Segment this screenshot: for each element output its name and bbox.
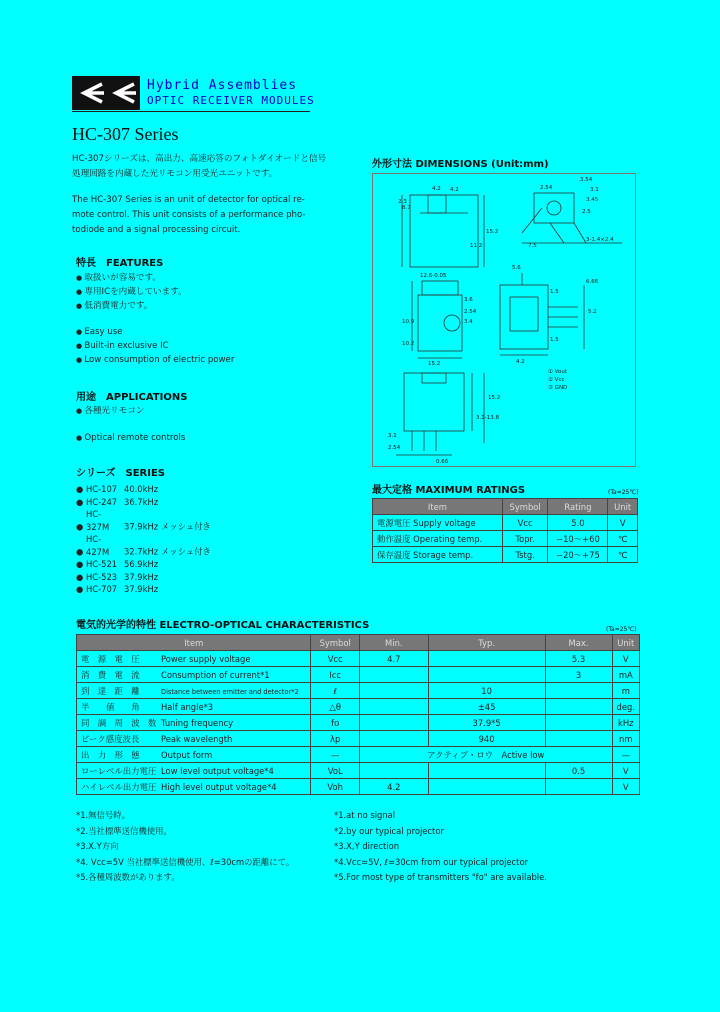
dim-label: 10.2 bbox=[402, 341, 415, 347]
page-title: HC-307 Series bbox=[72, 124, 179, 144]
header-rule bbox=[72, 111, 310, 112]
notes-jp bbox=[76, 808, 338, 886]
dim-label: 7.5 bbox=[528, 243, 537, 249]
table-header: Unit bbox=[612, 635, 639, 651]
intro-jp-line: 処理回路を内蔵した光リモコン用受光ユニットです。 bbox=[72, 169, 278, 179]
table-row: ピーク感度波長 Peak wavelength λp 940 nm bbox=[77, 731, 640, 747]
dim-label: 12.6-0.05 bbox=[420, 273, 447, 279]
table-row: 動作温度 Operating temp. Topr. −10〜+60 ℃ bbox=[373, 531, 638, 547]
eo-cond: (Ta=25℃) bbox=[606, 626, 637, 633]
note-line: *3.X.Y方向 bbox=[76, 841, 119, 851]
table-header: Symbol bbox=[311, 635, 359, 651]
dim-label: 2.54 bbox=[388, 445, 401, 451]
table-row: ローレベル出力電圧 Low level output voltage*4 VoL 0.5 V bbox=[77, 763, 640, 779]
series-row: ● HC-427M 32.7kHz メッシュ付き bbox=[76, 534, 211, 557]
intro-en-line: mote control. This unit consists of a performance pho- bbox=[72, 210, 306, 220]
dim-label: 11.2 bbox=[470, 243, 483, 249]
features-title: 特長 FEATURES bbox=[76, 258, 164, 269]
intro-en-line: The HC-307 Series is an unit of detector for optical re- bbox=[72, 195, 305, 205]
note-line: *4.Vcc=5V, ℓ=30cm from our typical projector bbox=[334, 856, 529, 867]
note-line: *5.各種周波数があります。 bbox=[76, 872, 180, 882]
dim-label: 2.54 bbox=[464, 309, 477, 315]
intro-jp bbox=[72, 152, 362, 182]
table-header: Symbol bbox=[502, 499, 548, 515]
list-item: ● Easy use bbox=[76, 325, 234, 339]
dim-label: 1.5 bbox=[550, 289, 559, 295]
pin-label: ① Vout bbox=[548, 369, 568, 375]
company-logo bbox=[72, 76, 140, 110]
table-header-row bbox=[373, 499, 638, 515]
features-en-list bbox=[76, 325, 234, 367]
dim-label: 3.54 bbox=[580, 177, 593, 183]
dim-label: 15.2 bbox=[428, 361, 441, 367]
table-header-row bbox=[77, 635, 640, 651]
dim-label: 3.1-13.8 bbox=[476, 415, 499, 421]
max-ratings-table bbox=[372, 498, 638, 563]
series-row: ● HC-523 37.9kHz bbox=[76, 571, 159, 582]
series-row: ● HC-107 40.0kHz bbox=[76, 484, 159, 494]
note-line: *2.当社標準送信機使用。 bbox=[76, 825, 172, 836]
table-row: 同 調 周 波 数 Tuning frequency fo 37.9*5 kHz bbox=[77, 715, 640, 731]
dim-label: 8.7 bbox=[402, 205, 411, 211]
dim-label: 2.5 bbox=[582, 209, 591, 215]
applications-en bbox=[76, 431, 185, 445]
eo-title: 電気的光学的特性 ELECTRO-OPTICAL CHARACTERISTICS bbox=[76, 620, 370, 631]
intro-en bbox=[72, 193, 364, 238]
dim-label: 0.66 bbox=[436, 459, 449, 465]
series-row: ● HC-327M 37.9kHz メッシュ付き bbox=[76, 509, 211, 532]
dim-label: 4.2 bbox=[432, 186, 441, 192]
series-list bbox=[76, 483, 211, 596]
dim-label: 15.2 bbox=[488, 395, 501, 401]
table-row: 半 値 角 Half angle*3 △θ ±45 deg. bbox=[77, 699, 640, 715]
table-header: Max. bbox=[545, 635, 612, 651]
table-row: 保存温度 Storage temp. Tstg. −20〜+75 ℃ bbox=[373, 547, 638, 563]
table-row: 出 力 形 態 Output form — アクティブ・ロウ Active low — bbox=[77, 747, 640, 763]
dim-label: 6.66 bbox=[586, 279, 599, 285]
list-item: ● 低消費電力です。 bbox=[76, 299, 187, 313]
note-line: *1.at no signal bbox=[334, 810, 396, 820]
eo-table bbox=[76, 634, 640, 795]
dim-label: 3.1 bbox=[388, 433, 397, 439]
list-item: ● 各種光リモコン bbox=[76, 404, 145, 418]
dimensions-title: 外形寸法 DIMENSIONS (Unit:mm) bbox=[372, 159, 549, 170]
list-item: ● 取扱いが容易です。 bbox=[76, 271, 187, 285]
table-header: Min. bbox=[359, 635, 428, 651]
series-row: ● HC-521 56.9kHz bbox=[76, 559, 159, 569]
dim-label: 5.6 bbox=[512, 265, 521, 271]
notes-en bbox=[334, 808, 634, 886]
pin-label: ② Vcc bbox=[548, 377, 565, 383]
series-row: ● HC-707 37.9kHz bbox=[76, 584, 159, 594]
pin-label: ③ GND bbox=[548, 385, 568, 391]
applications-title: 用途 APPLICATIONS bbox=[76, 392, 188, 403]
brand-line2: OPTIC RECEIVER MODULES bbox=[147, 94, 315, 107]
list-item: ● Low consumption of electric power bbox=[76, 353, 234, 367]
note-line: *1.無信号時。 bbox=[76, 810, 131, 820]
brand-line1: Hybrid Assemblies bbox=[147, 78, 298, 93]
list-item: ● Built-in exclusive IC bbox=[76, 339, 234, 353]
table-header: Item bbox=[77, 635, 311, 651]
table-row: 到 達 距 離 Distance between emitter and detector*2 ℓ 10 m bbox=[77, 683, 640, 699]
features-jp-list bbox=[76, 271, 187, 313]
max-ratings-cond: (Ta=25℃) bbox=[608, 489, 639, 496]
table-header: Rating bbox=[548, 499, 608, 515]
table-row: ハイレベル出力電圧 High level output voltage*4 Voh 4.2 V bbox=[77, 779, 640, 795]
note-line: *5.For most type of transmitters "fo" are available. bbox=[334, 872, 547, 882]
series-title: シリーズ SERIES bbox=[76, 468, 165, 479]
note-line: *2.by our typical projector bbox=[334, 825, 444, 836]
max-ratings-title: 最大定格 MAXIMUM RATINGS bbox=[372, 485, 526, 496]
table-row: 消 費 電 流 Consumption of current*1 Icc 3 mA bbox=[77, 667, 640, 683]
dim-label: 5.2 bbox=[588, 309, 597, 315]
intro-en-line: todiode and a signal processing circuit. bbox=[72, 225, 241, 235]
dim-label: 3.45 bbox=[586, 197, 599, 203]
list-item: ● Optical remote controls bbox=[76, 431, 185, 445]
applications-jp bbox=[76, 404, 145, 418]
dim-label: 2.54 bbox=[540, 185, 553, 191]
dim-label: 3.4 bbox=[464, 319, 473, 325]
table-header: Item bbox=[373, 499, 503, 515]
table-header: Unit bbox=[608, 499, 638, 515]
list-item: ● 専用ICを内蔵しています。 bbox=[76, 285, 187, 299]
dimensions-drawing bbox=[372, 173, 636, 467]
dim-label: 4.2 bbox=[516, 359, 525, 365]
table-row: 電 源 電 圧 Power supply voltage Vcc 4.7 5.3 V bbox=[77, 651, 640, 667]
series-row: ● HC-247 36.7kHz bbox=[76, 496, 159, 507]
dim-label: 3.6 bbox=[464, 297, 473, 303]
dim-label: 4.2 bbox=[450, 187, 459, 193]
dim-label: 1.5 bbox=[550, 337, 559, 343]
note-line: *4. Vcc=5V 当社標準送信機使用、ℓ=30cmの距離にて。 bbox=[76, 856, 295, 867]
dim-label: 15.2 bbox=[486, 229, 499, 235]
table-row: 電源電圧 Supply voltage Vcc 5.0 V bbox=[373, 515, 638, 531]
dim-label: 3-1.4×2.4 bbox=[586, 237, 614, 243]
dim-label: 3.1 bbox=[590, 187, 599, 193]
intro-jp-line: HC-307シリーズは、高出力、高速応答のフォトダイオードと信号 bbox=[72, 154, 327, 164]
dim-label: 2.3 bbox=[398, 199, 407, 205]
note-line: *3.X,Y direction bbox=[334, 841, 400, 851]
dim-label: 10.9 bbox=[402, 319, 415, 325]
table-header: Typ. bbox=[428, 635, 545, 651]
